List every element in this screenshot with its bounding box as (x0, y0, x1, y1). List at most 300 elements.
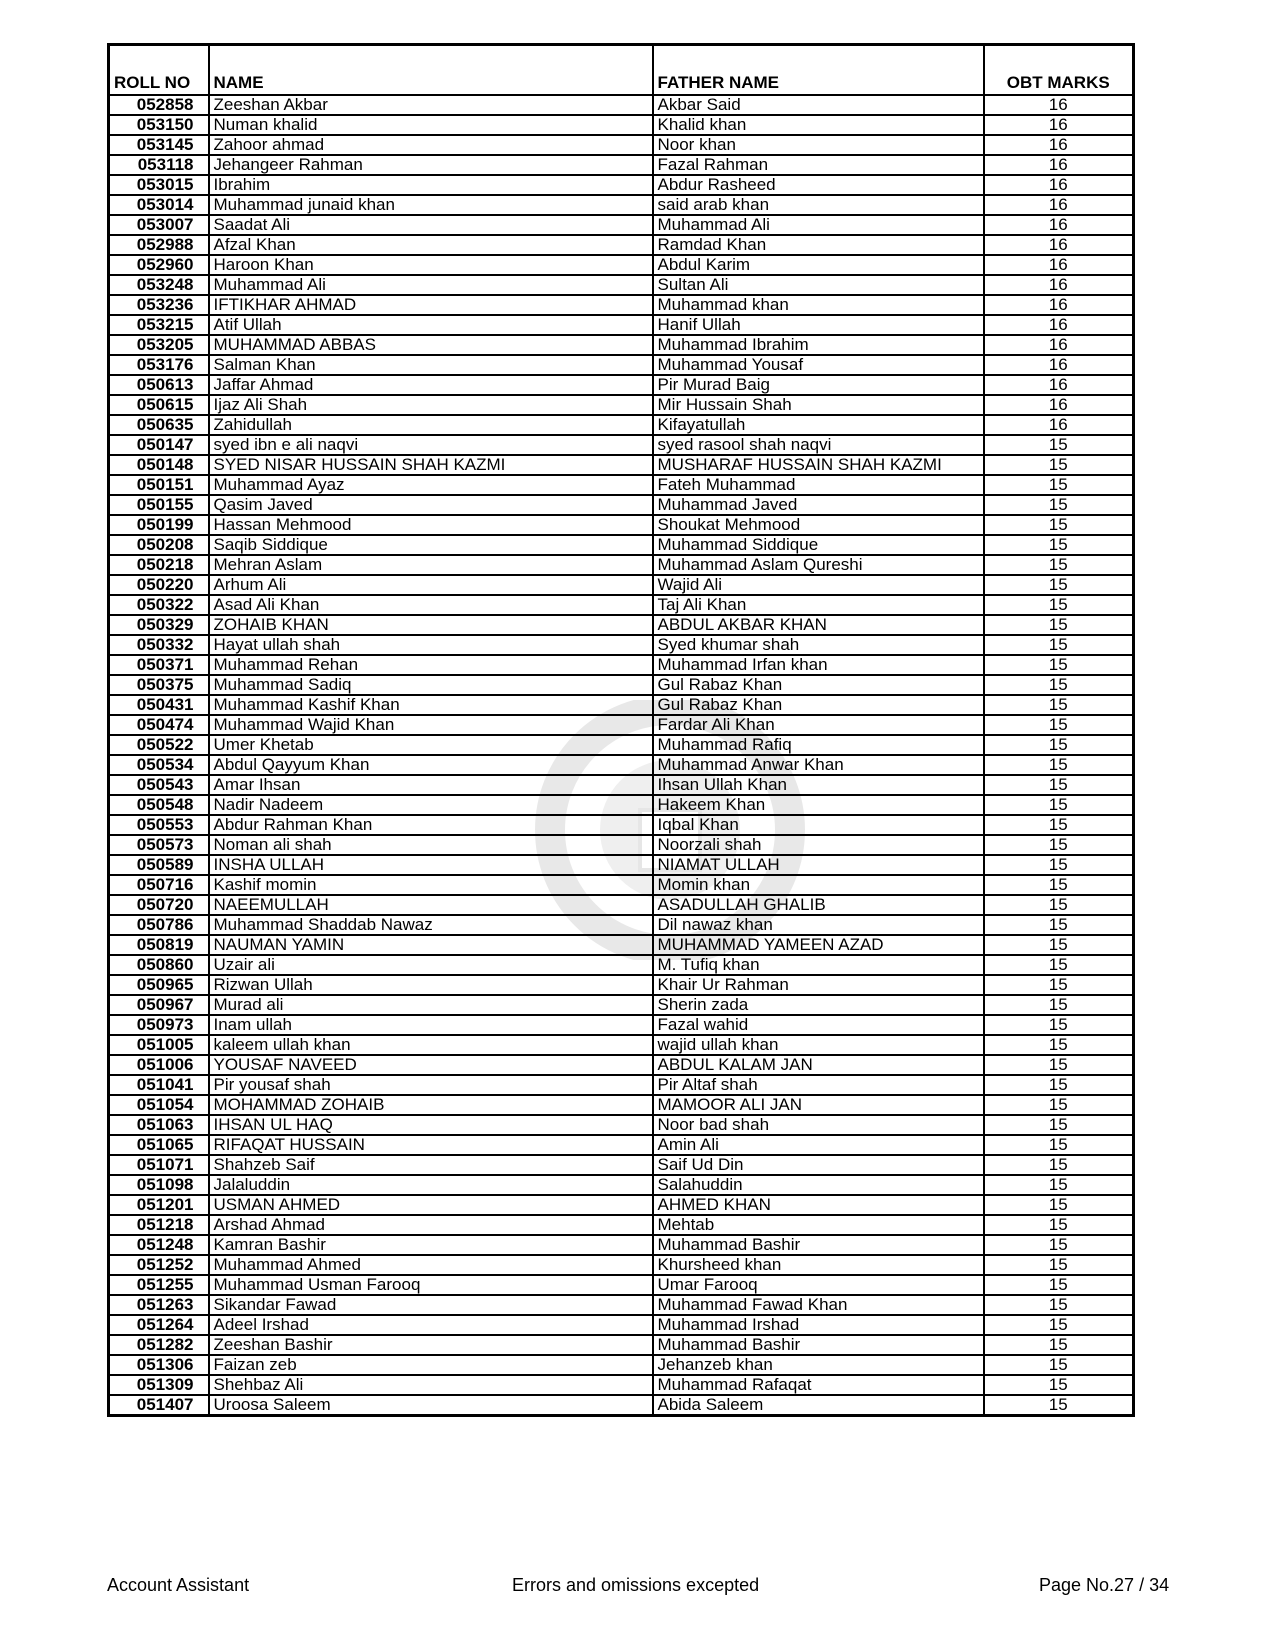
marks-cell: 15 (984, 1215, 1134, 1235)
name-cell: Muhammad Wajid Khan (209, 715, 653, 735)
table-row (109, 235, 1134, 255)
marks-cell: 15 (984, 635, 1134, 655)
marks-cell: 15 (984, 1115, 1134, 1135)
marks-cell: 15 (984, 995, 1134, 1015)
name-cell: Zeeshan Akbar (209, 95, 653, 115)
table-row (109, 475, 1134, 495)
roll-no-cell: 051306 (109, 1355, 209, 1375)
father-name-cell: Mehtab (653, 1215, 984, 1235)
table-row (109, 435, 1134, 455)
table-row (109, 315, 1134, 335)
roll-no-cell: 050573 (109, 835, 209, 855)
table-row (109, 875, 1134, 895)
marks-cell: 15 (984, 1195, 1134, 1215)
roll-no-cell: 051065 (109, 1135, 209, 1155)
father-name-cell: MAMOOR ALI JAN (653, 1095, 984, 1115)
marks-cell: 16 (984, 335, 1134, 355)
footer-center: Errors and omissions excepted (512, 1575, 760, 1595)
father-name-cell: Noor khan (653, 135, 984, 155)
table-row (109, 735, 1134, 755)
marks-cell: 16 (984, 275, 1134, 295)
roll-no-cell: 051252 (109, 1255, 209, 1275)
father-name-cell: Shoukat Mehmood (653, 515, 984, 535)
marks-cell: 15 (984, 715, 1134, 735)
father-name-cell: Fardar Ali Khan (653, 715, 984, 735)
table-row (109, 695, 1134, 715)
table-row (109, 135, 1134, 155)
marks-cell: 15 (984, 735, 1134, 755)
marks-cell: 15 (984, 1015, 1134, 1035)
name-cell: Muhammad Ayaz (209, 475, 653, 495)
roll-no-cell: 051054 (109, 1095, 209, 1115)
roll-no-cell: 053007 (109, 215, 209, 235)
father-name-cell: Muhammad Fawad Khan (653, 1295, 984, 1315)
marks-cell: 15 (984, 655, 1134, 675)
name-cell: Hassan Mehmood (209, 515, 653, 535)
roll-no-cell: 051309 (109, 1375, 209, 1395)
roll-no-cell: 051098 (109, 1175, 209, 1195)
father-name-cell: Gul Rabaz Khan (653, 695, 984, 715)
roll-no-cell: 052858 (109, 95, 209, 115)
father-name-cell: Sherin zada (653, 995, 984, 1015)
father-name-cell: syed rasool shah naqvi (653, 435, 984, 455)
name-cell: Abdur Rahman Khan (209, 815, 653, 835)
marks-cell: 15 (984, 1295, 1134, 1315)
name-cell: Rizwan Ullah (209, 975, 653, 995)
marks-cell: 15 (984, 915, 1134, 935)
roll-no-cell: 050635 (109, 415, 209, 435)
name-cell: Uroosa Saleem (209, 1395, 653, 1416)
roll-no-cell: 053215 (109, 315, 209, 335)
name-cell: kaleem ullah khan (209, 1035, 653, 1055)
name-cell: MUHAMMAD ABBAS (209, 335, 653, 355)
name-cell: Faizan zeb (209, 1355, 653, 1375)
father-name-cell: Muhammad Rafiq (653, 735, 984, 755)
father-name-cell: Khalid khan (653, 115, 984, 135)
father-name-cell: Hakeem Khan (653, 795, 984, 815)
table-row (109, 935, 1134, 955)
father-name-cell: Akbar Said (653, 95, 984, 115)
roll-no-cell: 050613 (109, 375, 209, 395)
name-cell: Umer Khetab (209, 735, 653, 755)
father-name-cell: Ihsan Ullah Khan (653, 775, 984, 795)
marks-cell: 15 (984, 1395, 1134, 1416)
roll-no-cell: 050534 (109, 755, 209, 775)
table-row (109, 415, 1134, 435)
marks-cell: 16 (984, 175, 1134, 195)
roll-no-cell: 051263 (109, 1295, 209, 1315)
roll-no-cell: 051071 (109, 1155, 209, 1175)
father-name-cell: Ramdad Khan (653, 235, 984, 255)
name-cell: Atif Ullah (209, 315, 653, 335)
table-row (109, 615, 1134, 635)
father-name-cell: ABDUL KALAM JAN (653, 1055, 984, 1075)
father-name-cell: Hanif Ullah (653, 315, 984, 335)
table-row (109, 155, 1134, 175)
father-name-cell: Gul Rabaz Khan (653, 675, 984, 695)
father-name-cell: Abdul Karim (653, 255, 984, 275)
marks-cell: 15 (984, 1355, 1134, 1375)
name-cell: Jehangeer Rahman (209, 155, 653, 175)
table-row (109, 575, 1134, 595)
marks-cell: 15 (984, 475, 1134, 495)
marks-cell: 15 (984, 595, 1134, 615)
marks-cell: 15 (984, 535, 1134, 555)
father-name-cell: ASADULLAH GHALIB (653, 895, 984, 915)
roll-no-cell: 053248 (109, 275, 209, 295)
marks-cell: 16 (984, 115, 1134, 135)
marks-cell: 15 (984, 755, 1134, 775)
marks-cell: 16 (984, 215, 1134, 235)
table-row (109, 855, 1134, 875)
father-name-cell: Noorzali shah (653, 835, 984, 855)
roll-no-cell: 051218 (109, 1215, 209, 1235)
father-name-header: FATHER NAME (653, 45, 984, 96)
name-cell: Jaffar Ahmad (209, 375, 653, 395)
father-name-cell: Khair Ur Rahman (653, 975, 984, 995)
table-row (109, 595, 1134, 615)
name-cell: ZOHAIB KHAN (209, 615, 653, 635)
table-row (109, 955, 1134, 975)
father-name-cell: Muhammad Aslam Qureshi (653, 555, 984, 575)
father-name-cell: Muhammad Ibrahim (653, 335, 984, 355)
name-cell: Zahoor ahmad (209, 135, 653, 155)
marks-cell: 15 (984, 675, 1134, 695)
name-cell: Muhammad junaid khan (209, 195, 653, 215)
father-name-cell: Jehanzeb khan (653, 1355, 984, 1375)
father-name-cell: Saif Ud Din (653, 1155, 984, 1175)
marks-cell: 15 (984, 855, 1134, 875)
father-name-cell: Muhammad Yousaf (653, 355, 984, 375)
table-row (109, 1375, 1134, 1395)
marks-cell: 15 (984, 435, 1134, 455)
marks-cell: 16 (984, 375, 1134, 395)
table-row (109, 835, 1134, 855)
roll-no-cell: 050431 (109, 695, 209, 715)
table-row (109, 375, 1134, 395)
marks-cell: 16 (984, 315, 1134, 335)
roll-no-cell: 050329 (109, 615, 209, 635)
marks-cell: 15 (984, 775, 1134, 795)
roll-no-cell: 050218 (109, 555, 209, 575)
father-name-cell: Muhammad Ali (653, 215, 984, 235)
roll-no-cell: 053014 (109, 195, 209, 215)
name-cell: Uzair ali (209, 955, 653, 975)
results-sheet (107, 43, 1132, 1417)
name-cell: Muhammad Usman Farooq (209, 1275, 653, 1295)
name-cell: Salman Khan (209, 355, 653, 375)
name-cell: IHSAN UL HAQ (209, 1115, 653, 1135)
name-cell: Sikandar Fawad (209, 1295, 653, 1315)
table-row (109, 1395, 1134, 1416)
table-row (109, 1135, 1134, 1155)
roll-no-cell: 050543 (109, 775, 209, 795)
name-cell: Nadir Nadeem (209, 795, 653, 815)
marks-cell: 15 (984, 875, 1134, 895)
name-cell: Muhammad Rehan (209, 655, 653, 675)
roll-no-cell: 050522 (109, 735, 209, 755)
roll-no-cell: 050208 (109, 535, 209, 555)
table-row (109, 455, 1134, 475)
name-cell: Muhammad Shaddab Nawaz (209, 915, 653, 935)
table-row (109, 335, 1134, 355)
marks-cell: 16 (984, 135, 1134, 155)
father-name-cell: M. Tufiq khan (653, 955, 984, 975)
name-cell: NAEEMULLAH (209, 895, 653, 915)
name-cell: Muhammad Sadiq (209, 675, 653, 695)
roll-no-cell: 051201 (109, 1195, 209, 1215)
table-row (109, 715, 1134, 735)
table-row (109, 1015, 1134, 1035)
marks-cell: 15 (984, 1315, 1134, 1335)
marks-cell: 15 (984, 1375, 1134, 1395)
roll-no-cell: 051041 (109, 1075, 209, 1095)
name-cell: Asad Ali Khan (209, 595, 653, 615)
marks-cell: 16 (984, 295, 1134, 315)
father-name-cell: Muhammad Bashir (653, 1235, 984, 1255)
father-name-cell: Pir Murad Baig (653, 375, 984, 395)
marks-cell: 15 (984, 975, 1134, 995)
name-cell: Hayat ullah shah (209, 635, 653, 655)
name-cell: Qasim Javed (209, 495, 653, 515)
name-cell: Muhammad Kashif Khan (209, 695, 653, 715)
table-row (109, 1075, 1134, 1095)
roll-no-cell: 051248 (109, 1235, 209, 1255)
father-name-cell: Muhammad Bashir (653, 1335, 984, 1355)
roll-no-cell: 050322 (109, 595, 209, 615)
table-row (109, 675, 1134, 695)
header-row (109, 45, 1134, 96)
table-row (109, 115, 1134, 135)
marks-cell: 15 (984, 575, 1134, 595)
father-name-cell: Abdur Rasheed (653, 175, 984, 195)
name-cell: syed ibn e ali naqvi (209, 435, 653, 455)
roll-no-cell: 053150 (109, 115, 209, 135)
roll-no-cell: 050548 (109, 795, 209, 815)
father-name-cell: Sultan Ali (653, 275, 984, 295)
table-row (109, 995, 1134, 1015)
marks-cell: 16 (984, 255, 1134, 275)
table-row (109, 195, 1134, 215)
page-footer (107, 1575, 1239, 1599)
table-row (109, 255, 1134, 275)
name-cell: Zahidullah (209, 415, 653, 435)
marks-cell: 16 (984, 195, 1134, 215)
roll-no-cell: 050589 (109, 855, 209, 875)
name-cell: Inam ullah (209, 1015, 653, 1035)
table-row (109, 1255, 1134, 1275)
name-cell: Abdul Qayyum Khan (209, 755, 653, 775)
roll-no-cell: 050819 (109, 935, 209, 955)
name-cell: Noman ali shah (209, 835, 653, 855)
name-cell: Kamran Bashir (209, 1235, 653, 1255)
marks-cell: 16 (984, 355, 1134, 375)
table-row (109, 1175, 1134, 1195)
name-cell: Amar Ihsan (209, 775, 653, 795)
table-row (109, 895, 1134, 915)
father-name-cell: Muhammad Rafaqat (653, 1375, 984, 1395)
table-row (109, 555, 1134, 575)
father-name-cell: Umar Farooq (653, 1275, 984, 1295)
marks-cell: 15 (984, 555, 1134, 575)
marks-cell: 15 (984, 795, 1134, 815)
table-row (109, 1235, 1134, 1255)
name-cell: Pir yousaf shah (209, 1075, 653, 1095)
table-row (109, 815, 1134, 835)
table-row (109, 1115, 1134, 1135)
father-name-cell: Salahuddin (653, 1175, 984, 1195)
name-cell: Saqib Siddique (209, 535, 653, 555)
name-cell: Arshad Ahmad (209, 1215, 653, 1235)
father-name-cell: Noor bad shah (653, 1115, 984, 1135)
marks-cell: 15 (984, 1155, 1134, 1175)
father-name-cell: MUSHARAF HUSSAIN SHAH KAZMI (653, 455, 984, 475)
father-name-cell: Muhammad khan (653, 295, 984, 315)
marks-cell: 15 (984, 1255, 1134, 1275)
roll-no-cell: 050860 (109, 955, 209, 975)
table-row (109, 395, 1134, 415)
name-cell: NAUMAN YAMIN (209, 935, 653, 955)
name-header: NAME (209, 45, 653, 96)
table-row (109, 1035, 1134, 1055)
roll-no-cell: 050375 (109, 675, 209, 695)
marks-cell: 15 (984, 1095, 1134, 1115)
roll-no-cell: 050199 (109, 515, 209, 535)
father-name-cell: Iqbal Khan (653, 815, 984, 835)
name-cell: Shahzeb Saif (209, 1155, 653, 1175)
table-row (109, 655, 1134, 675)
father-name-cell: Momin khan (653, 875, 984, 895)
father-name-cell: NIAMAT ULLAH (653, 855, 984, 875)
marks-cell: 15 (984, 455, 1134, 475)
roll-no-header: ROLL NO (109, 45, 209, 96)
roll-no-cell: 051255 (109, 1275, 209, 1295)
marks-cell: 15 (984, 1075, 1134, 1095)
name-cell: Numan khalid (209, 115, 653, 135)
footer-left: Account Assistant (107, 1575, 250, 1595)
marks-cell: 15 (984, 615, 1134, 635)
father-name-cell: Muhammad Irshad (653, 1315, 984, 1335)
roll-no-cell: 053145 (109, 135, 209, 155)
name-cell: Saadat Ali (209, 215, 653, 235)
marks-cell: 15 (984, 1335, 1134, 1355)
name-cell: Ibrahim (209, 175, 653, 195)
roll-no-cell: 050716 (109, 875, 209, 895)
name-cell: Muhammad Ali (209, 275, 653, 295)
father-name-cell: Mir Hussain Shah (653, 395, 984, 415)
table-row (109, 275, 1134, 295)
marks-cell: 15 (984, 1055, 1134, 1075)
table-row (109, 535, 1134, 555)
roll-no-cell: 053118 (109, 155, 209, 175)
father-name-cell: Kifayatullah (653, 415, 984, 435)
marks-cell: 16 (984, 235, 1134, 255)
name-cell: Adeel Irshad (209, 1315, 653, 1335)
results-body (109, 95, 1134, 1416)
marks-cell: 16 (984, 95, 1134, 115)
roll-no-cell: 050147 (109, 435, 209, 455)
marks-cell: 15 (984, 495, 1134, 515)
roll-no-cell: 053015 (109, 175, 209, 195)
father-name-cell: AHMED KHAN (653, 1195, 984, 1215)
roll-no-cell: 053236 (109, 295, 209, 315)
name-cell: USMAN AHMED (209, 1195, 653, 1215)
table-row (109, 1295, 1134, 1315)
father-name-cell: MUHAMMAD YAMEEN AZAD (653, 935, 984, 955)
name-cell: Arhum Ali (209, 575, 653, 595)
name-cell: IFTIKHAR AHMAD (209, 295, 653, 315)
table-row (109, 95, 1134, 115)
roll-no-cell: 052960 (109, 255, 209, 275)
father-name-cell: ABDUL AKBAR KHAN (653, 615, 984, 635)
marks-cell: 15 (984, 815, 1134, 835)
table-row (109, 295, 1134, 315)
father-name-cell: Syed khumar shah (653, 635, 984, 655)
father-name-cell: wajid ullah khan (653, 1035, 984, 1055)
roll-no-cell: 051282 (109, 1335, 209, 1355)
name-cell: Zeeshan Bashir (209, 1335, 653, 1355)
roll-no-cell: 052988 (109, 235, 209, 255)
name-cell: Ijaz Ali Shah (209, 395, 653, 415)
marks-cell: 15 (984, 1135, 1134, 1155)
father-name-cell: Abida Saleem (653, 1395, 984, 1416)
roll-no-cell: 050965 (109, 975, 209, 995)
father-name-cell: Wajid Ali (653, 575, 984, 595)
marks-cell: 15 (984, 955, 1134, 975)
name-cell: INSHA ULLAH (209, 855, 653, 875)
roll-no-cell: 050332 (109, 635, 209, 655)
father-name-cell: Muhammad Javed (653, 495, 984, 515)
table-row (109, 1275, 1134, 1295)
roll-no-cell: 050615 (109, 395, 209, 415)
roll-no-cell: 050967 (109, 995, 209, 1015)
roll-no-cell: 050553 (109, 815, 209, 835)
marks-cell: 15 (984, 695, 1134, 715)
name-cell: MOHAMMAD ZOHAIB (209, 1095, 653, 1115)
obt-marks-header: OBT MARKS (984, 45, 1134, 96)
name-cell: Afzal Khan (209, 235, 653, 255)
table-row (109, 175, 1134, 195)
marks-cell: 16 (984, 155, 1134, 175)
table-row (109, 775, 1134, 795)
marks-cell: 15 (984, 935, 1134, 955)
father-name-cell: Khursheed khan (653, 1255, 984, 1275)
name-cell: SYED NISAR HUSSAIN SHAH KAZMI (209, 455, 653, 475)
name-cell: YOUSAF NAVEED (209, 1055, 653, 1075)
roll-no-cell: 051063 (109, 1115, 209, 1135)
marks-cell: 15 (984, 1035, 1134, 1055)
name-cell: Kashif momin (209, 875, 653, 895)
father-name-cell: Taj Ali Khan (653, 595, 984, 615)
roll-no-cell: 053205 (109, 335, 209, 355)
father-name-cell: Fazal wahid (653, 1015, 984, 1035)
table-row (109, 755, 1134, 775)
table-row (109, 1315, 1134, 1335)
roll-no-cell: 050973 (109, 1015, 209, 1035)
name-cell: RIFAQAT HUSSAIN (209, 1135, 653, 1155)
roll-no-cell: 053176 (109, 355, 209, 375)
name-cell: Mehran Aslam (209, 555, 653, 575)
roll-no-cell: 050720 (109, 895, 209, 915)
name-cell: Muhammad Ahmed (209, 1255, 653, 1275)
roll-no-cell: 050148 (109, 455, 209, 475)
table-row (109, 1215, 1134, 1235)
father-name-cell: Muhammad Siddique (653, 535, 984, 555)
table-row (109, 1355, 1134, 1375)
table-row (109, 1095, 1134, 1115)
roll-no-cell: 050155 (109, 495, 209, 515)
father-name-cell: Amin Ali (653, 1135, 984, 1155)
